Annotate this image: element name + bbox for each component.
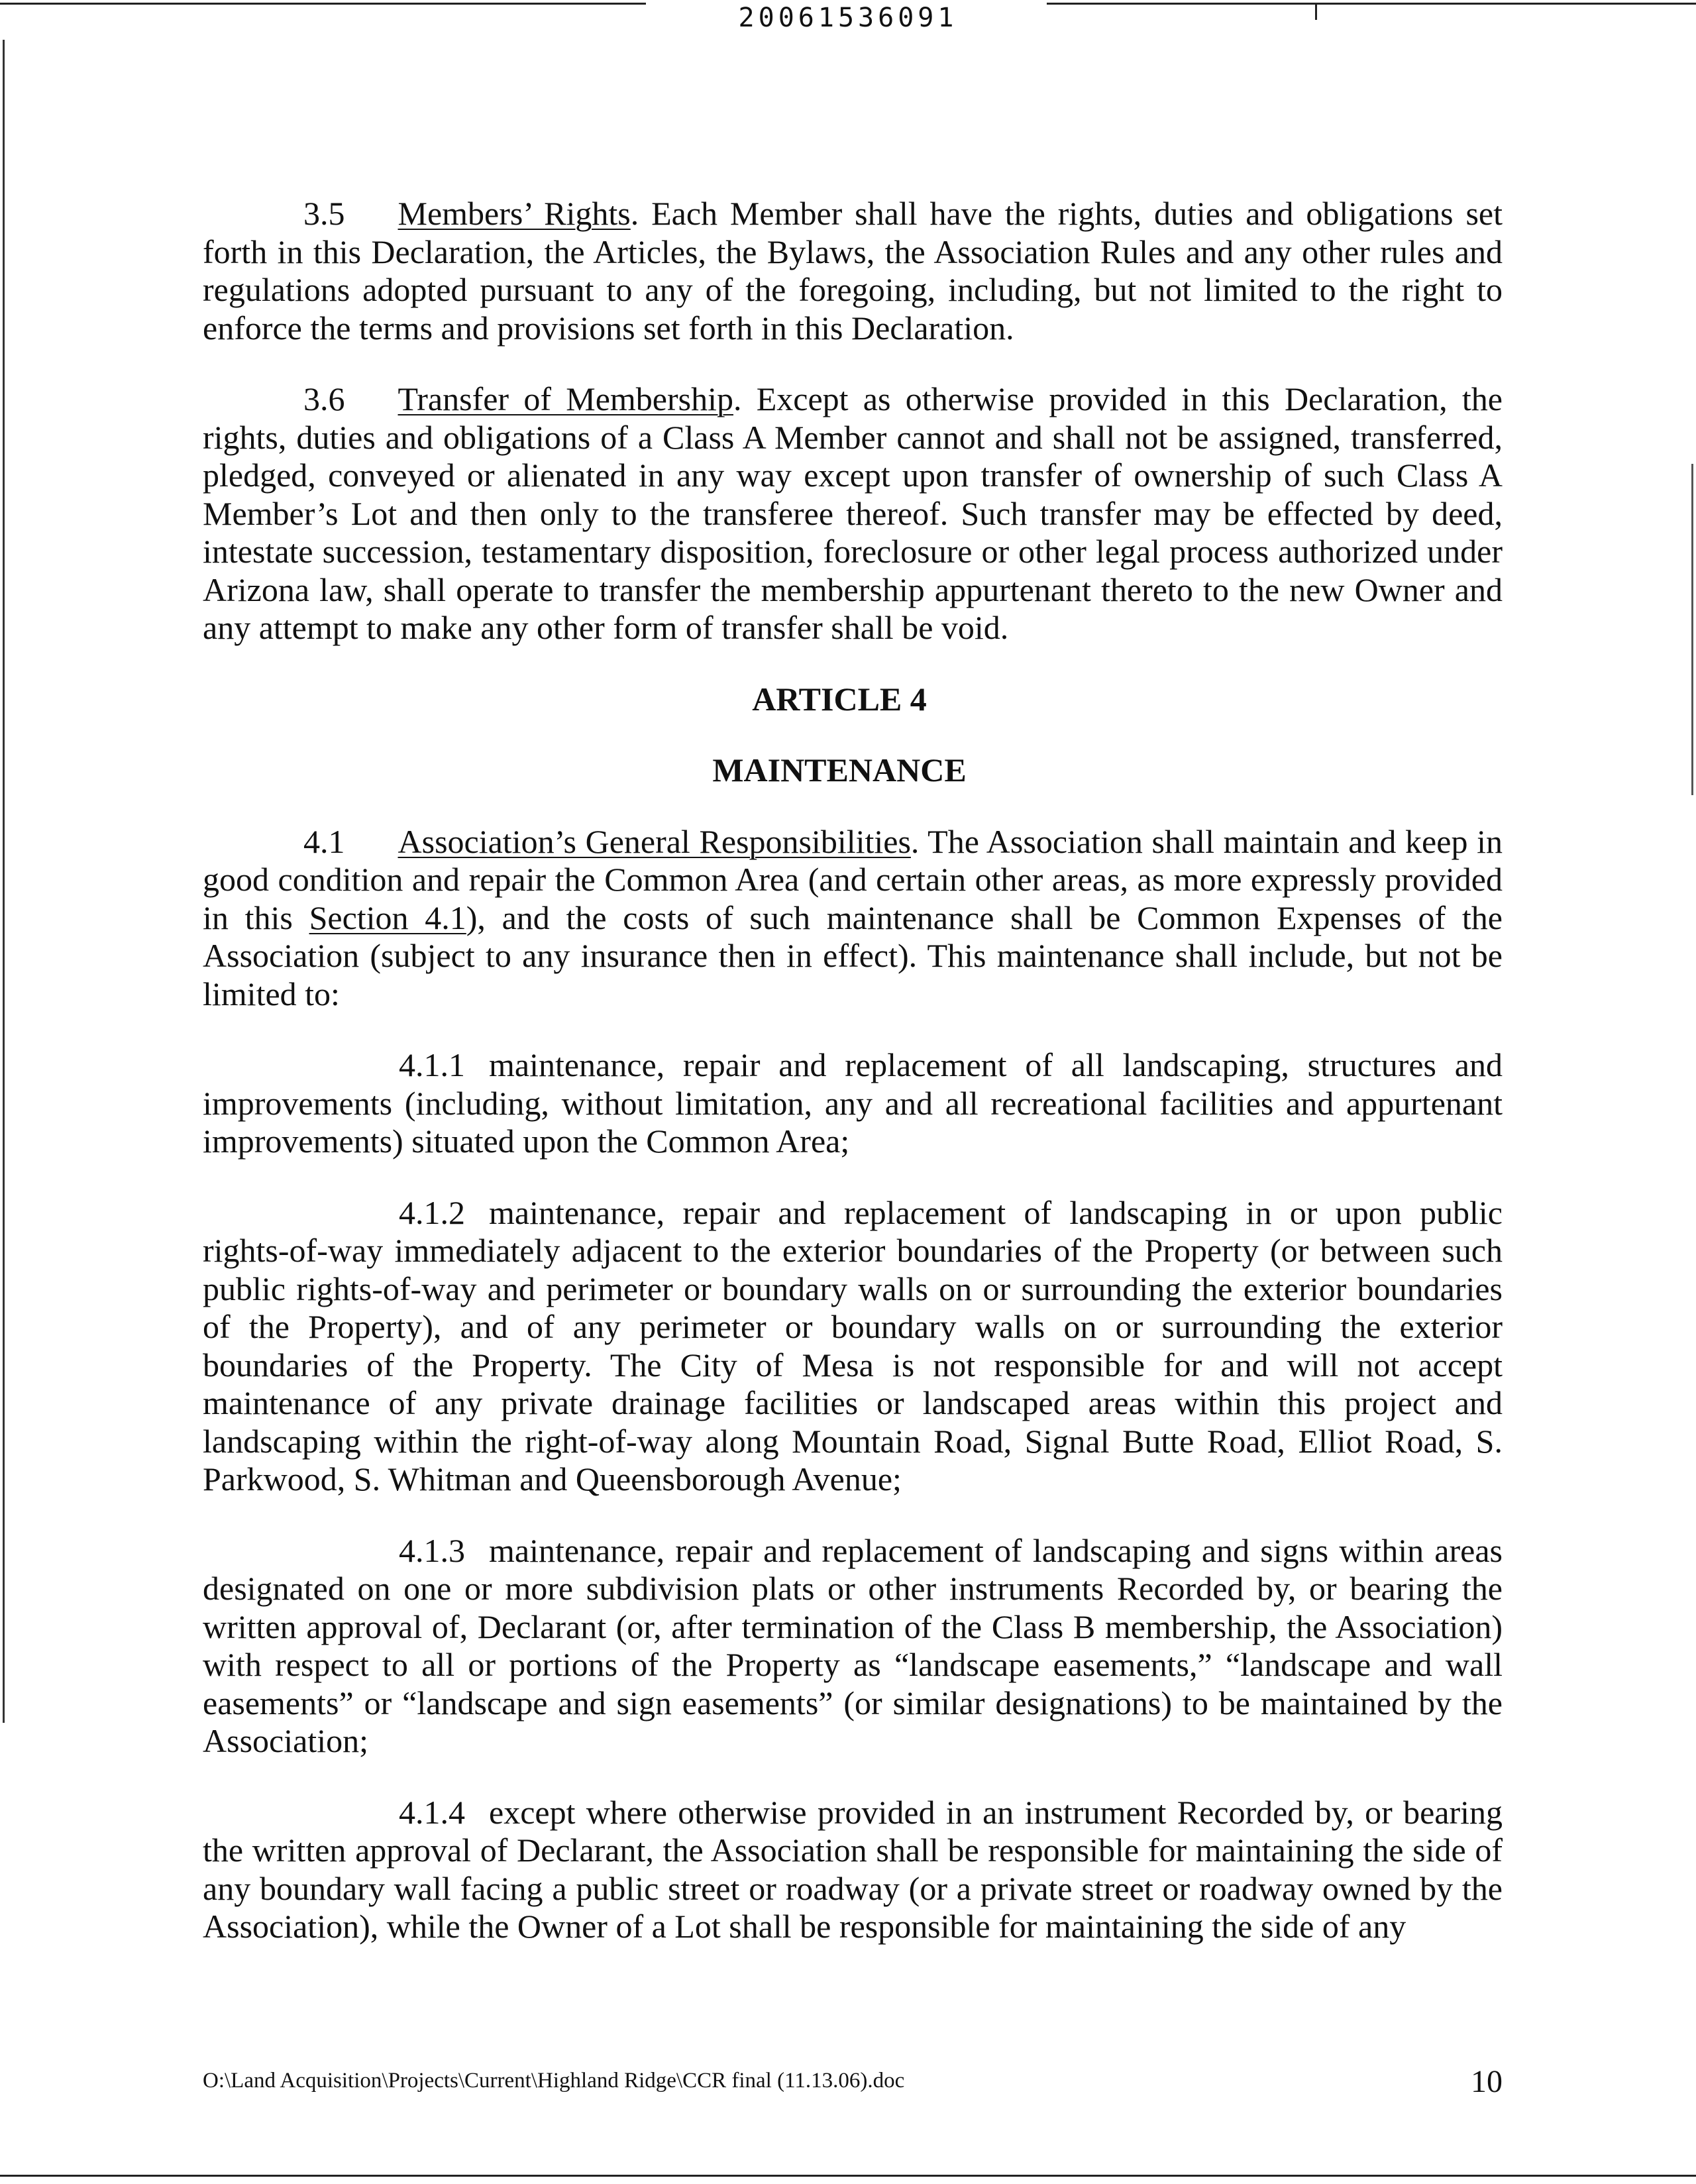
section-text: . Each Member shall have the rights, duties and obligations set forth in this Declaration, the Articles, the Bylaws, the Association Rules and any other rules and regulations adopted pursuant to any of the foregoing, including, but not limited to the right to enforce the terms and provisions set forth in this Declaration. [203,195,1503,347]
document-body [203,195,1503,1979]
subsection-text: maintenance, repair and replacement of landscaping and signs within areas designated on one or more subdivision plats or other instruments Recorded by, or bearing the written approval of, Declarant (or, after termination of the Class B membership, the Association) with respect to all or portions of the Property as “landscape easements,” “landscape and wall easements” or “landscape and sign easements” (or similar designations) to be maintained by the Association; [203,1531,1503,1759]
section-3-6 [203,380,1503,647]
section-3-5 [203,195,1503,347]
subsection-text: except where otherwise provided in an instrument Recorded by, or bearing the written approval of Declarant, the Association shall be responsible for maintaining the side of any boundary wall facing a public street or roadway (or a private street or roadway owned by the Association), while the Owner of a Lot shall be responsible for maintaining the side of any [203,1793,1503,1945]
article-title: MAINTENANCE [712,751,967,789]
subsection-text: maintenance, repair and replacement of landscaping in or upon public rights-of-way immediately adjacent to the exterior boundaries of the Property (or between such public rights-of-way and perimeter or boundary walls on or surrounding the exterior boundaries of the Property), and of any perimeter or boundary walls on or surrounding the exterior boundaries of the Property. The City of Mesa is not responsible for and will not accept maintenance of any private drainage facilities or landscaped areas within this project and landscaping within the right-of-way along Mountain Road, Signal Butte Road, Elliot Road, S. Parkwood, S. Whitman and Queensborough Avenue; [203,1193,1503,1498]
section-text: . Except as otherwise provided in this Declaration, the rights, duties and obligations of a Class A Member cannot and shall not be assigned, transferred, pledged, conveyed or alienated in any way except upon transfer of ownership of such Class A Member’s Lot and then only to the transferee thereof. Such transfer may be effected by deed, intestate succession, testamentary disposition, foreclosure or other legal process authorized under Arizona law, shall operate to transfer the membership appurtenant thereto to the new Owner and any attempt to make any other form of transfer shall be void. [203,380,1503,646]
bottom-border-rule [0,2175,1696,2177]
section-text-before: . The Association shall maintain and keep in good condition and repair the Common Area (and certain other areas, as more expressly provided in this [203,822,1503,936]
section-title: Association’s General Responsibilities [398,822,911,860]
section-number: 3.5 [303,195,345,232]
right-scan-edge [1691,464,1693,795]
footer-file-path: O:\Land Acquisition\Projects\Current\Highland Ridge\CCR final (11.13.06).doc [203,2069,905,2093]
page-number: 10 [1471,2064,1503,2099]
subsection-text: maintenance, repair and replacement of all landscaping, structures and improvements (including, without limitation, any and all recreational facilities and appurtenant improvements) situated upon the Common Area; [203,1046,1503,1160]
section-title: Transfer of Membership [398,380,733,417]
section-4-1-3 [203,1532,1503,1761]
subsection-number: 4.1.2 [399,1193,465,1231]
left-scan-edge [3,40,5,1723]
section-title: Members’ Rights [398,195,631,232]
recording-number: 20061536091 [738,3,958,33]
subsection-number: 4.1.1 [399,1046,465,1083]
subsection-number: 4.1.4 [399,1793,465,1831]
section-4-1-2 [203,1194,1503,1499]
article-label: ARTICLE 4 [752,680,927,718]
section-4-1-1 [203,1046,1503,1161]
section-number: 4.1 [303,822,345,860]
subsection-number: 4.1.3 [399,1531,465,1569]
section-number: 3.6 [303,380,345,417]
section-cross-reference: Section 4.1 [309,899,466,936]
section-text-after: ), and the costs of such maintenance shall be Common Expenses of the Association (subject to any insurance then in effect). This maintenance shall include, but not be limited to: [203,899,1503,1012]
section-4-1-4 [203,1794,1503,1946]
section-4-1 [203,823,1503,1014]
